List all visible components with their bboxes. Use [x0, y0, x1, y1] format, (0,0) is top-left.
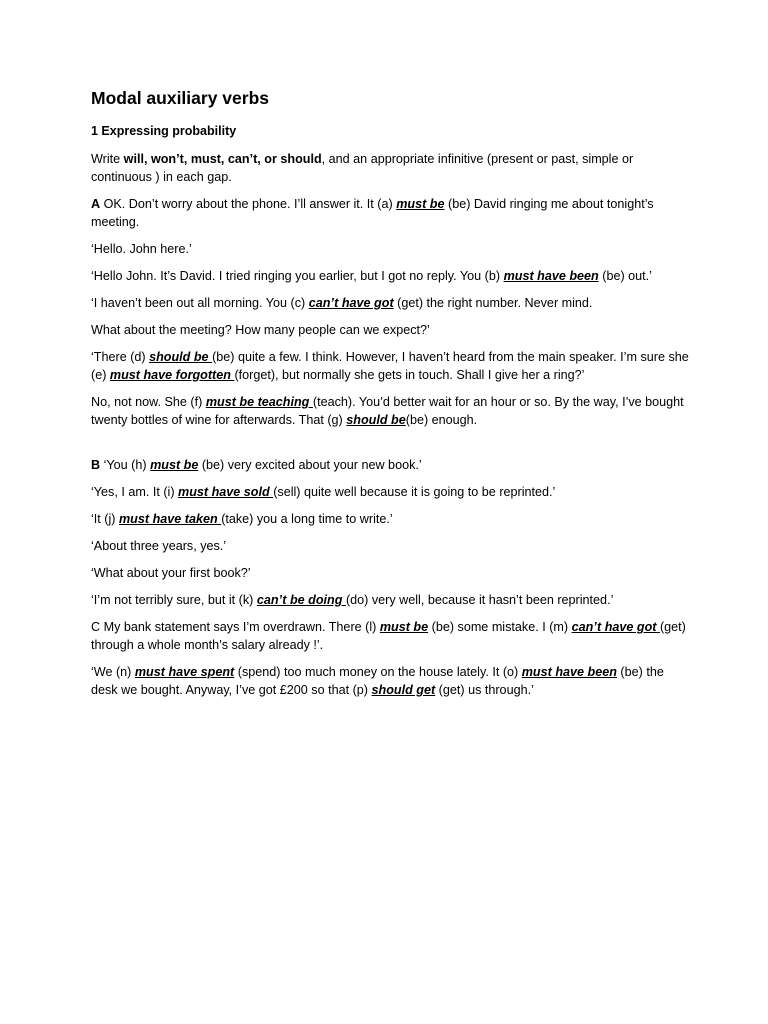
part-a-label: A: [91, 197, 101, 211]
part-a-paragraph-4: [91, 294, 691, 312]
answer-b: must have been: [503, 269, 599, 283]
part-a-paragraph-7: [91, 393, 691, 429]
part-a-paragraph-3: [91, 267, 691, 285]
text: (get) through a whole month’s salary already !’.: [91, 620, 686, 652]
part-a-paragraph-5: What about the meeting? How many people can we expect?’: [91, 323, 430, 337]
instructions-post: , and an appropriate infinitive (present or past, simple or continuous ) in each gap.: [91, 152, 634, 184]
text: ‘I haven’t been out all morning. You (c): [91, 296, 309, 310]
text: (be) out.’: [598, 269, 652, 283]
text: (get) us through.’: [435, 683, 534, 697]
text: ‘Yes, I am. It (i): [91, 485, 179, 499]
answer-c: can’t have got: [308, 296, 394, 310]
answer-e: must have forgotten: [109, 368, 235, 382]
answer-j: must have taken: [118, 512, 222, 526]
answer-m: can’t have got: [571, 620, 660, 634]
part-a-paragraph-6: [91, 348, 691, 384]
text: (be) quite a few. I think. However, I haven’t heard from the main speaker. I’m sure she (e): [91, 350, 689, 382]
part-a-paragraph-1: [91, 195, 691, 231]
text: ‘We (n): [91, 665, 135, 679]
text: (be) the desk we bought. Anyway, I’ve got £200 so that (p): [91, 665, 664, 697]
answer-f: must be teaching: [205, 395, 313, 409]
document-content: [91, 86, 691, 708]
part-b-paragraph-1: [91, 456, 691, 474]
text: (be) very excited about your new book.’: [198, 458, 422, 472]
part-b-paragraph-3: [91, 510, 691, 528]
text: (take) you a long time to write.’: [221, 512, 393, 526]
text: OK. Don’t worry about the phone. I’ll answer it. It (a): [100, 197, 397, 211]
page-title: Modal auxiliary verbs: [91, 88, 269, 108]
text: ‘There (d): [91, 350, 150, 364]
part-b-paragraph-2: [91, 483, 691, 501]
text: (be) David ringing me about tonight’s meeting.: [91, 197, 654, 229]
part-b-paragraph-5: ‘What about your first book?’: [91, 566, 251, 580]
answer-a: must be: [396, 197, 445, 211]
answer-i: must have sold: [178, 485, 274, 499]
answer-n: must have spent: [134, 665, 235, 679]
instructions: [91, 150, 691, 186]
text: (spend) too much money on the house lately. It (o): [234, 665, 522, 679]
text: (be) some mistake. I (m): [428, 620, 572, 634]
text: (forget), but normally she gets in touch. Shall I give her a ring?’: [234, 368, 585, 382]
instructions-pre: Write: [91, 152, 124, 166]
part-c-paragraph-2: [91, 663, 691, 699]
text: ‘Hello John. It’s David. I tried ringing you earlier, but I got no reply. You (b): [91, 269, 504, 283]
answer-l: must be: [379, 620, 429, 634]
text: ‘I’m not terribly sure, but it (k): [91, 593, 257, 607]
answer-k: can’t be doing: [256, 593, 346, 607]
text: No, not now. She (f): [91, 395, 206, 409]
part-a-paragraph-2: ‘Hello. John here.’: [91, 242, 192, 256]
answer-d: should be: [149, 350, 213, 364]
answer-p: should get: [371, 683, 436, 697]
text: (do) very well, because it hasn’t been reprinted.’: [345, 593, 614, 607]
text: C My bank statement says I’m overdrawn. There (l): [91, 620, 380, 634]
section-heading: 1 Expressing probability: [91, 124, 237, 138]
text: ‘You (h): [100, 458, 151, 472]
part-c-paragraph-1: [91, 618, 691, 654]
text: ‘It (j): [91, 512, 119, 526]
answer-g: should be: [346, 413, 406, 427]
answer-h: must be: [150, 458, 199, 472]
answer-o: must have been: [521, 665, 617, 679]
instructions-modal-list: will, won’t, must, can’t, or should: [123, 152, 322, 166]
part-b-label: B: [91, 458, 101, 472]
text: (be) enough.: [405, 413, 478, 427]
text: (sell) quite well because it is going to be reprinted.’: [273, 485, 556, 499]
part-b-paragraph-4: ‘About three years, yes.’: [91, 539, 227, 553]
text: (get) the right number. Never mind.: [393, 296, 593, 310]
part-b-paragraph-6: [91, 591, 691, 609]
text: (teach). You’d better wait for an hour or so. By the way, I’ve bought twenty bottles of wine for afterwards. That (g): [91, 395, 684, 427]
